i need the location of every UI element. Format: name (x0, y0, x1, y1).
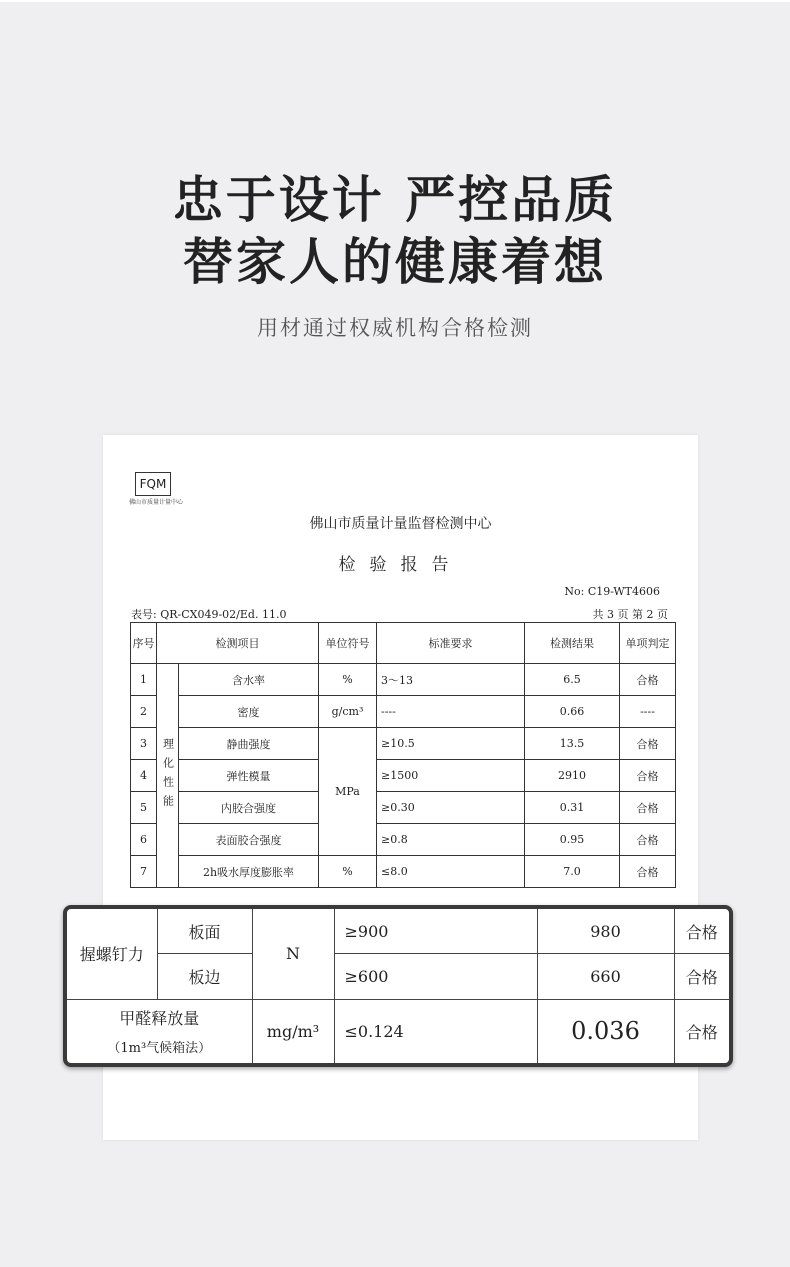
row-item: 表面胶合强度 (179, 824, 319, 856)
face-standard: ≥900 (334, 909, 537, 954)
header-item: 检测项目 (157, 623, 319, 664)
page-count: 共 3 页 第 2 页 (592, 608, 668, 621)
row-verdict: ---- (620, 696, 676, 728)
row-result: 13.5 (525, 728, 620, 760)
formaldehyde-verdict: 合格 (674, 999, 729, 1063)
row-item: 2h吸水厚度膨胀率 (179, 856, 319, 888)
report-table (130, 622, 676, 888)
headline-line-2: 替家人的健康着想 (183, 233, 607, 291)
highlight-table-callout (63, 905, 733, 1067)
screw-holding-label: 握螺钉力 (67, 909, 157, 999)
organization-name: 佛山市质量计量监督检测中心 (309, 516, 492, 532)
formaldehyde-unit: mg/m³ (252, 999, 334, 1063)
edge-standard: ≥600 (334, 954, 537, 999)
row-verdict: 合格 (620, 760, 676, 792)
row-verdict: 合格 (620, 792, 676, 824)
table-row (131, 728, 676, 760)
row-seq: 7 (131, 856, 157, 888)
face-result: 980 (537, 909, 674, 954)
table-header-row (131, 623, 676, 664)
row-standard: 3～13 (377, 664, 525, 696)
row-item: 静曲强度 (179, 728, 319, 760)
row-verdict: 合格 (620, 728, 676, 760)
row-standard: ≥10.5 (377, 728, 525, 760)
subtitle: 用材通过权威机构合格检测 (257, 316, 533, 340)
face-label: 板面 (157, 909, 252, 954)
table-row (131, 696, 676, 728)
table-row (67, 954, 729, 999)
row-seq: 1 (131, 664, 157, 696)
header-result: 检测结果 (525, 623, 620, 664)
table-row (67, 909, 729, 954)
top-divider (0, 0, 790, 2)
logo-subtext: 佛山市质量计量中心 (129, 499, 184, 506)
headline-line-1: 忠于设计 严控品质 (172, 171, 618, 229)
row-seq: 4 (131, 760, 157, 792)
header-standard: 标准要求 (377, 623, 525, 664)
row-unit: g/cm³ (319, 696, 377, 728)
row-result: 2910 (525, 760, 620, 792)
highlight-table (67, 909, 729, 1063)
row-standard: ---- (377, 696, 525, 728)
row-result: 6.5 (525, 664, 620, 696)
row-item: 弹性模量 (179, 760, 319, 792)
formaldehyde-label: 甲醛释放量 (119, 1009, 200, 1029)
row-item: 内胶合强度 (179, 792, 319, 824)
screw-unit: N (252, 909, 334, 999)
formaldehyde-method: （1m³气候箱法） (107, 1041, 212, 1057)
formaldehyde-standard: ≤0.124 (334, 999, 537, 1063)
row-result: 7.0 (525, 856, 620, 888)
table-row (131, 664, 676, 696)
header-seq: 序号 (131, 623, 157, 664)
report-title: 检验报告 (338, 555, 463, 575)
row-item: 密度 (179, 696, 319, 728)
table-row (131, 856, 676, 888)
row-seq: 2 (131, 696, 157, 728)
category-label: 理化性能 (157, 664, 179, 888)
row-seq: 5 (131, 792, 157, 824)
formaldehyde-result: 0.036 (537, 999, 674, 1063)
row-standard: ≥0.30 (377, 792, 525, 824)
edge-result: 660 (537, 954, 674, 999)
row-standard: ≥1500 (377, 760, 525, 792)
row-result: 0.31 (525, 792, 620, 824)
edge-verdict: 合格 (674, 954, 729, 999)
form-number: 表号: QR-CX049-02/Ed. 11.0 (131, 608, 287, 621)
row-item: 含水率 (179, 664, 319, 696)
row-seq: 6 (131, 824, 157, 856)
table-row (67, 999, 729, 1063)
header-verdict: 单项判定 (620, 623, 676, 664)
table-row (131, 824, 676, 856)
row-unit: % (319, 856, 377, 888)
row-verdict: 合格 (620, 824, 676, 856)
row-standard: ≤8.0 (377, 856, 525, 888)
edge-label: 板边 (157, 954, 252, 999)
report-number: No: C19-WT4606 (564, 585, 660, 598)
row-unit: MPa (319, 728, 377, 856)
row-result: 0.95 (525, 824, 620, 856)
row-unit: % (319, 664, 377, 696)
row-seq: 3 (131, 728, 157, 760)
table-row (131, 792, 676, 824)
face-verdict: 合格 (674, 909, 729, 954)
row-standard: ≥0.8 (377, 824, 525, 856)
row-verdict: 合格 (620, 664, 676, 696)
fqm-logo-icon: FQM (135, 472, 171, 496)
row-verdict: 合格 (620, 856, 676, 888)
row-result: 0.66 (525, 696, 620, 728)
table-row (131, 760, 676, 792)
formaldehyde-cell (67, 999, 252, 1063)
header-unit: 单位符号 (319, 623, 377, 664)
